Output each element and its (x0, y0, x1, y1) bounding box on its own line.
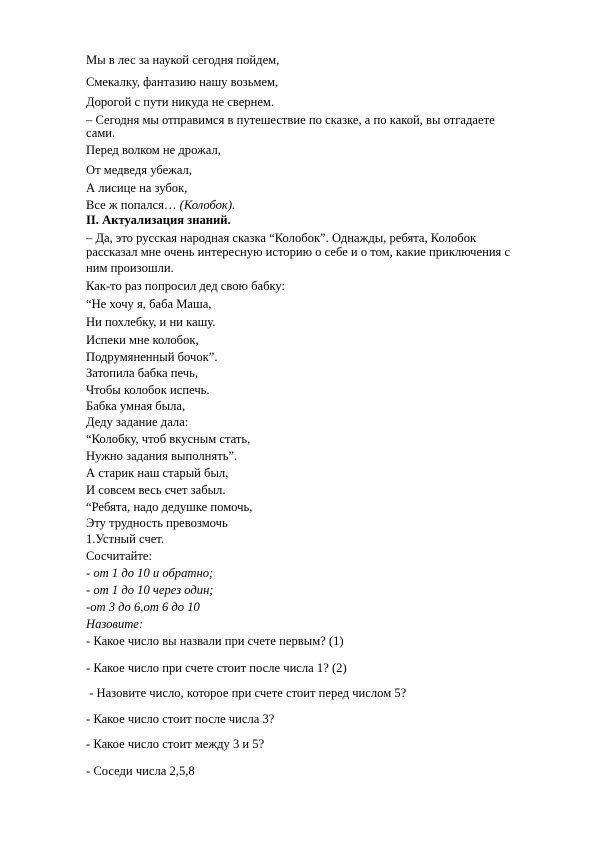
riddle-line-1: Перед волком не дрожал, (86, 143, 221, 157)
task-heading: 1.Устный счет. (86, 532, 164, 546)
riddle-line-3: А лисице на зубок, (86, 181, 188, 195)
poem-line-1: Мы в лес за наукой сегодня пойдем, (86, 53, 280, 67)
story-line: Нужно задания выполнять”. (86, 449, 238, 463)
task-item: - от 1 до 10 через один; (86, 583, 214, 597)
section-heading: II. Актуализация знаний. (86, 213, 231, 227)
poem-line-3: Дорогой с пути никуда не свернем. (86, 95, 275, 109)
task-instruction: Назовите: (86, 617, 144, 631)
riddle-line-4 (86, 198, 235, 213)
question-line: - Какое число стоит после числа 3? (86, 712, 275, 726)
story-line: Чтобы колобок испечь. (86, 383, 210, 397)
story-line: “Колобку, чтоб вкусным стать, (86, 432, 251, 446)
story-line: Эту трудность превозмочь (86, 516, 228, 530)
riddle-text: Все ж попался… (86, 198, 177, 212)
question-line: - Какое число вы назвали при счете первым? (1) (86, 634, 344, 648)
story-line: Бабка умная была, (86, 399, 186, 413)
story-line: А старик наш старый был, (86, 466, 229, 480)
story-line: Как-то раз попросил дед свою бабку: (86, 279, 286, 293)
story-line: “Не хочу я, баба Маша, (86, 297, 212, 311)
paragraph-line: – Да, это русская народная сказка “Колобок”. Однажды, ребята, Колобок (86, 231, 477, 245)
paragraph-line: – Сегодня мы отправимся в путешествие по сказке, а по какой, вы отгадаете (86, 113, 495, 127)
story-line: И совсем весь счет забыл. (86, 483, 226, 497)
story-line: Подрумяненный бочок”. (86, 350, 218, 364)
riddle-answer: (Колобок). (179, 198, 236, 212)
story-line: Затопила бабка печь, (86, 366, 199, 380)
riddle-line-2: От медведя убежал, (86, 163, 192, 177)
question-line: - Какое число стоит между 3 и 5? (86, 737, 265, 751)
story-line: Испеки мне колобок, (86, 333, 199, 347)
question-line: - Какое число при счете стоит после числа 1? (2) (86, 661, 347, 675)
question-line: - Соседи числа 2,5,8 (86, 764, 195, 778)
poem-line-2: Смекалку, фантазию нашу возьмем, (86, 75, 279, 89)
story-line: “Ребята, надо дедушке помочь, (86, 500, 253, 514)
story-line: Деду задание дала: (86, 415, 189, 429)
question-line: - Назовите число, которое при счете стоит перед числом 5? (86, 686, 407, 700)
paragraph-line: рассказал мне очень интересную историю о себе и о том, какие приключения с (86, 245, 511, 259)
task-item: - от 1 до 10 и обратно; (86, 566, 214, 580)
task-item: -от 3 до 6,от 6 до 10 (86, 600, 200, 614)
paragraph-line: ним произошли. (86, 261, 174, 275)
task-instruction: Сосчитайте: (86, 549, 153, 563)
story-line: Ни похлебку, и ни кашу. (86, 315, 216, 329)
paragraph-line: сами. (86, 126, 116, 140)
